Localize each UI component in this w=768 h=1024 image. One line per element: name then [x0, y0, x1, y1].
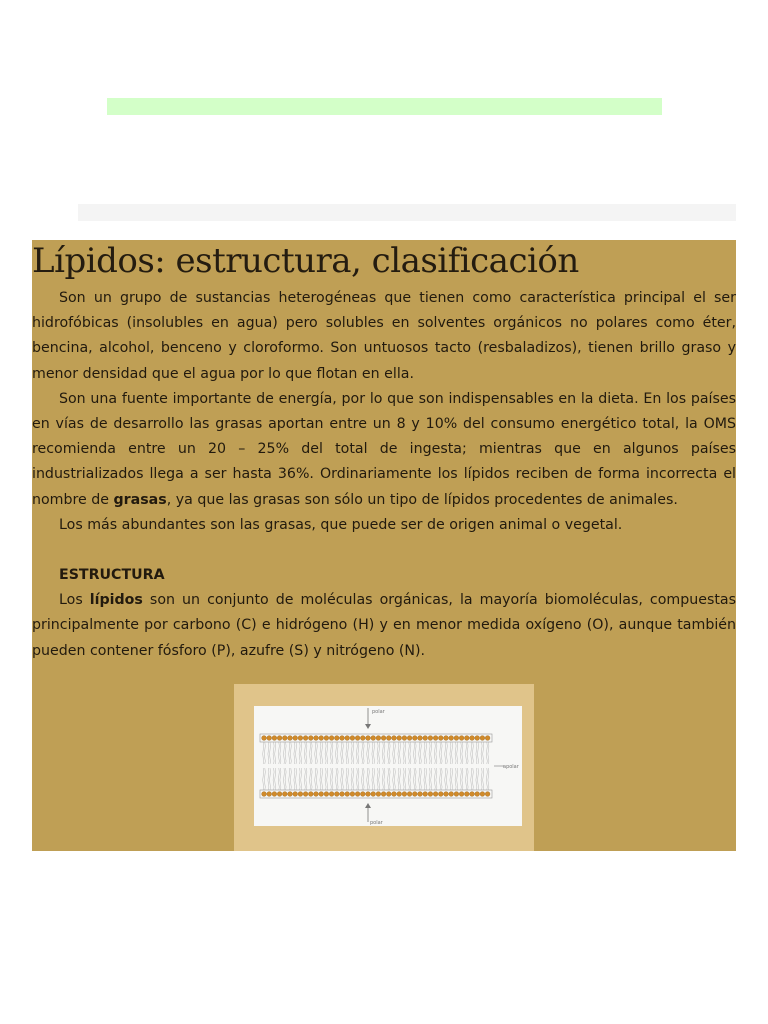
- lipid-tail: [306, 742, 307, 764]
- lipid-tail: [445, 742, 446, 764]
- lipid-head: [267, 792, 272, 797]
- lipid-tail: [410, 742, 411, 764]
- lipid-head: [329, 792, 334, 797]
- gray-band: [78, 204, 736, 221]
- lipid-head: [267, 736, 272, 741]
- lipid-tail: [325, 742, 326, 764]
- lipid-head: [350, 736, 355, 741]
- paragraph-4-end: son un conjunto de moléculas orgánicas, la mayoría biomoléculas, compuestas principalmente por carbono (C) e hidrógeno (H) y en menor medida oxígeno (O), aunque también pueden contener fósforo (P), azufre (S) y nitrógeno (N).: [32, 592, 736, 659]
- lipid-tail: [389, 768, 390, 790]
- paragraph-2-bold: grasas: [113, 491, 167, 508]
- lipid-tail: [310, 768, 311, 790]
- lipid-head: [329, 736, 334, 741]
- lipid-tail: [332, 768, 333, 790]
- lipid-tail: [337, 768, 338, 790]
- lipid-head: [324, 792, 329, 797]
- lipid-tail: [478, 742, 479, 764]
- lipid-head: [376, 736, 381, 741]
- lipid-head: [314, 792, 319, 797]
- lipid-tail: [353, 742, 354, 764]
- lipid-tail: [374, 742, 375, 764]
- content-panel: [32, 240, 736, 851]
- polar-heads-top: [262, 736, 490, 741]
- lipid-tail: [426, 742, 427, 764]
- lipid-tail: [455, 768, 456, 790]
- lipid-tail: [420, 742, 421, 764]
- lipid-tail: [290, 742, 291, 764]
- lipid-tail: [440, 768, 441, 790]
- lipid-tail: [275, 742, 276, 764]
- lipid-tail: [467, 742, 468, 764]
- lipid-tail: [368, 742, 369, 764]
- lipid-head: [308, 736, 313, 741]
- lipid-tail: [462, 742, 463, 764]
- lipid-tail: [377, 768, 378, 790]
- lipid-tail: [400, 768, 401, 790]
- lipid-tail: [275, 768, 276, 790]
- lipid-head: [386, 736, 391, 741]
- lipid-tail: [290, 768, 291, 790]
- lipid-tail: [434, 768, 435, 790]
- lipid-head: [464, 736, 469, 741]
- lipid-head: [485, 792, 490, 797]
- lipid-tail: [263, 768, 264, 790]
- lipid-tail: [384, 768, 385, 790]
- lipid-tail: [450, 768, 451, 790]
- lipid-tail: [424, 768, 425, 790]
- lipid-tail: [455, 742, 456, 764]
- lipid-tail: [405, 742, 406, 764]
- lipid-tail: [311, 742, 312, 764]
- lipid-tail: [356, 768, 357, 790]
- lipid-head: [402, 792, 407, 797]
- lipid-head: [355, 792, 360, 797]
- lipid-bilayer-figure: [234, 684, 534, 851]
- lipid-tail: [342, 768, 343, 790]
- lipid-tail: [393, 768, 394, 790]
- lipid-tail: [311, 768, 312, 790]
- lipid-head: [470, 792, 475, 797]
- lipid-tail: [325, 768, 326, 790]
- lipid-head: [454, 736, 459, 741]
- lipid-tail: [280, 768, 281, 790]
- lipid-tail: [420, 768, 421, 790]
- lipid-tail: [450, 742, 451, 764]
- lipid-tail: [304, 742, 305, 764]
- lipid-head: [340, 736, 345, 741]
- lipid-tail: [483, 742, 484, 764]
- lipid-tail: [362, 768, 363, 790]
- lipid-tail: [486, 768, 487, 790]
- lipid-tail: [306, 768, 307, 790]
- lipid-tail: [460, 742, 461, 764]
- lipid-head: [334, 736, 339, 741]
- lipid-head: [386, 792, 391, 797]
- lipid-head: [397, 792, 402, 797]
- lipid-tail: [342, 742, 343, 764]
- lipid-tail: [363, 768, 364, 790]
- lipid-tail: [353, 768, 354, 790]
- lipid-tail: [410, 768, 411, 790]
- paragraph-4-start: Los: [59, 592, 90, 609]
- lipid-head: [480, 792, 485, 797]
- lipid-tail: [486, 742, 487, 764]
- lipid-tail: [379, 742, 380, 764]
- lipid-tail: [356, 742, 357, 764]
- lipid-tail: [316, 742, 317, 764]
- lipid-tail: [273, 742, 274, 764]
- lipid-tail: [296, 768, 297, 790]
- lipid-head: [433, 736, 438, 741]
- lipid-tail: [389, 742, 390, 764]
- lipid-tail: [273, 768, 274, 790]
- lipid-tail: [414, 768, 415, 790]
- lipid-tail: [322, 742, 323, 764]
- lipid-tail: [301, 742, 302, 764]
- lipid-tail: [388, 768, 389, 790]
- lipid-tail: [367, 768, 368, 790]
- lipid-tail: [315, 768, 316, 790]
- lipid-head: [438, 792, 443, 797]
- lipid-tail: [466, 768, 467, 790]
- lipid-tail: [348, 768, 349, 790]
- label-top: polar: [372, 709, 385, 715]
- lipid-tail: [382, 768, 383, 790]
- lipid-tail: [405, 768, 406, 790]
- paragraph-4-bold: lípidos: [89, 592, 143, 609]
- lipid-tail: [393, 742, 394, 764]
- lipid-tail: [351, 768, 352, 790]
- lipid-tail: [284, 768, 285, 790]
- lipid-head: [298, 792, 303, 797]
- lipid-tail: [379, 768, 380, 790]
- lipid-tail: [336, 742, 337, 764]
- lipid-head: [366, 792, 371, 797]
- lipid-tail: [285, 742, 286, 764]
- lipid-tail: [481, 768, 482, 790]
- lipid-tail: [476, 768, 477, 790]
- lipid-tail: [419, 768, 420, 790]
- lipid-tail: [289, 742, 290, 764]
- lipid-head: [262, 792, 267, 797]
- lipid-head: [371, 736, 376, 741]
- lipid-head: [371, 792, 376, 797]
- lipid-head: [262, 736, 267, 741]
- lipid-tail: [363, 742, 364, 764]
- paragraph-2: [32, 387, 736, 513]
- lipid-tail: [408, 768, 409, 790]
- lipid-head: [277, 792, 282, 797]
- lipid-tail: [280, 742, 281, 764]
- lipid-tail: [419, 742, 420, 764]
- lipid-head: [464, 792, 469, 797]
- lipid-tail: [346, 768, 347, 790]
- lipid-tail: [483, 768, 484, 790]
- lipid-tail: [460, 768, 461, 790]
- lipid-head: [423, 736, 428, 741]
- lipid-tail: [368, 768, 369, 790]
- paragraph-3: Los más abundantes son las grasas, que puede ser de origen animal o vegetal.: [59, 516, 623, 533]
- polar-heads-bottom: [262, 792, 490, 797]
- lipid-tail: [436, 768, 437, 790]
- paragraph-2-end: , ya que las grasas son sólo un tipo de lípidos procedentes de animales.: [166, 491, 678, 508]
- lipid-head: [314, 736, 319, 741]
- lipid-tail: [440, 742, 441, 764]
- lipid-head: [345, 736, 350, 741]
- lipid-tail: [467, 768, 468, 790]
- lipid-tail: [264, 768, 265, 790]
- lipid-tail: [431, 768, 432, 790]
- lipid-tail: [278, 768, 279, 790]
- lipid-tail: [322, 768, 323, 790]
- lipid-head: [407, 736, 412, 741]
- lipid-head: [444, 792, 449, 797]
- lipid-head: [293, 736, 298, 741]
- lipid-tail: [377, 742, 378, 764]
- lipid-tail: [481, 742, 482, 764]
- lipid-tail: [414, 742, 415, 764]
- lipid-tail: [315, 742, 316, 764]
- lipid-tail: [327, 768, 328, 790]
- lipid-tail: [299, 768, 300, 790]
- lipid-head: [293, 792, 298, 797]
- hydrophobic-tails: [263, 742, 489, 790]
- lipid-head: [449, 736, 454, 741]
- lipid-tail: [441, 742, 442, 764]
- lipid-tail: [337, 742, 338, 764]
- lipid-tail: [426, 768, 427, 790]
- lipid-head: [475, 792, 480, 797]
- body-text: [32, 286, 736, 664]
- lipid-tail: [398, 742, 399, 764]
- lipid-tail: [294, 742, 295, 764]
- lipid-tail: [358, 742, 359, 764]
- lipid-tail: [270, 768, 271, 790]
- lipid-tail: [268, 768, 269, 790]
- lipid-tail: [284, 742, 285, 764]
- lipid-head: [480, 736, 485, 741]
- lipid-head: [397, 736, 402, 741]
- lipid-head: [282, 792, 287, 797]
- lipid-tail: [341, 742, 342, 764]
- lipid-tail: [403, 742, 404, 764]
- lipid-head: [366, 736, 371, 741]
- lipid-tail: [310, 742, 311, 764]
- lipid-tail: [304, 768, 305, 790]
- lipid-tail: [471, 768, 472, 790]
- lipid-head: [288, 792, 293, 797]
- lipid-head: [412, 736, 417, 741]
- lipid-tail: [330, 742, 331, 764]
- lipid-head: [376, 792, 381, 797]
- lipid-tail: [330, 768, 331, 790]
- lipid-tail: [372, 742, 373, 764]
- label-right: apolar: [503, 764, 519, 770]
- lipid-tail: [301, 768, 302, 790]
- section-heading: ESTRUCTURA: [59, 567, 165, 584]
- lipid-head: [319, 736, 324, 741]
- lipid-tail: [289, 768, 290, 790]
- lipid-tail: [446, 768, 447, 790]
- lipid-tail: [431, 742, 432, 764]
- lipid-tail: [429, 742, 430, 764]
- lipid-tail: [388, 742, 389, 764]
- lipid-tail: [320, 742, 321, 764]
- lipid-head: [412, 792, 417, 797]
- lipid-head: [418, 792, 423, 797]
- lipid-tail: [424, 742, 425, 764]
- lipid-head: [345, 792, 350, 797]
- lipid-head: [319, 792, 324, 797]
- lipid-tail: [476, 742, 477, 764]
- lipid-tail: [382, 742, 383, 764]
- lipid-tail: [346, 742, 347, 764]
- lipid-head: [418, 736, 423, 741]
- lipid-tail: [332, 742, 333, 764]
- lipid-head: [381, 736, 386, 741]
- lipid-tail: [362, 742, 363, 764]
- lipid-head: [360, 736, 365, 741]
- lipid-tail: [367, 742, 368, 764]
- lipid-tail: [394, 742, 395, 764]
- lipid-tail: [294, 768, 295, 790]
- lipid-head: [360, 792, 365, 797]
- lipid-tail: [336, 768, 337, 790]
- lipid-tail: [320, 768, 321, 790]
- lipid-tail: [316, 768, 317, 790]
- lipid-head: [428, 736, 433, 741]
- lipid-tail: [466, 742, 467, 764]
- lipid-head: [423, 792, 428, 797]
- lipid-head: [340, 792, 345, 797]
- lipid-head: [288, 736, 293, 741]
- lipid-tail: [408, 742, 409, 764]
- lipid-tail: [400, 742, 401, 764]
- lipid-tail: [264, 742, 265, 764]
- lipid-head: [402, 736, 407, 741]
- lipid-tail: [462, 768, 463, 790]
- lipid-tail: [445, 768, 446, 790]
- lipid-tail: [457, 768, 458, 790]
- lipid-tail: [263, 742, 264, 764]
- lipid-tail: [341, 768, 342, 790]
- lipid-head: [272, 736, 277, 741]
- highlight-bar: [107, 98, 662, 115]
- lipid-tail: [372, 768, 373, 790]
- lipid-head: [438, 736, 443, 741]
- paragraph-4: [32, 588, 736, 664]
- lipid-head: [449, 792, 454, 797]
- lipid-tail: [296, 742, 297, 764]
- lipid-tail: [278, 742, 279, 764]
- lipid-head: [277, 736, 282, 741]
- lipid-tail: [429, 768, 430, 790]
- lipid-head: [407, 792, 412, 797]
- lipid-tail: [488, 768, 489, 790]
- lipid-head: [433, 792, 438, 797]
- lipid-tail: [403, 768, 404, 790]
- lipid-tail: [446, 742, 447, 764]
- lipid-tail: [488, 742, 489, 764]
- lipid-tail: [394, 768, 395, 790]
- lipid-tail: [358, 768, 359, 790]
- paragraph-1: Son un grupo de sustancias heterogéneas que tienen como característica principal el ser hidrofóbicas (insolubles en agua) pero solubles en solventes orgánicos no polares como éter, bencina, alcohol, benceno y cloroformo. Son untuosos tacto (resbaladizos), tienen brillo graso y menor densidad que el agua por lo que flotan en ella.: [32, 290, 736, 382]
- lipid-head: [282, 736, 287, 741]
- lipid-head: [459, 736, 464, 741]
- lipid-tail: [268, 742, 269, 764]
- lipid-head: [350, 792, 355, 797]
- lipid-head: [392, 792, 397, 797]
- lipid-tail: [374, 768, 375, 790]
- lipid-head: [324, 736, 329, 741]
- lipid-tail: [452, 742, 453, 764]
- lipid-tail: [452, 768, 453, 790]
- lipid-head: [303, 736, 308, 741]
- lipid-head: [298, 736, 303, 741]
- lipid-head: [428, 792, 433, 797]
- lipid-head: [272, 792, 277, 797]
- lipid-tail: [436, 742, 437, 764]
- lipid-head: [303, 792, 308, 797]
- lipid-tail: [472, 742, 473, 764]
- lipid-tail: [457, 742, 458, 764]
- lipid-tail: [270, 742, 271, 764]
- lipid-tail: [398, 768, 399, 790]
- lipid-tail: [478, 768, 479, 790]
- lipid-tail: [327, 742, 328, 764]
- lipid-head: [355, 736, 360, 741]
- page-title: Lípidos: estructura, clasificación: [32, 241, 579, 281]
- lipid-tail: [471, 742, 472, 764]
- lipid-tail: [299, 742, 300, 764]
- lipid-tail: [415, 742, 416, 764]
- paragraph-2-start: Son una fuente importante de energía, por lo que son indispensables en la dieta. En los países en vías de desarrollo las grasas aportan entre un 8 y 10% del consumo energético total, la OMS recomienda entre un 20 – 25% del total de ingesta; mientras que en algunos países industrializados llega a ser hasta 36%. Ordinariamente los lípidos reciben de forma incorrecta el nombre de: [32, 390, 736, 508]
- lipid-tail: [348, 742, 349, 764]
- lipid-head: [381, 792, 386, 797]
- lipid-head: [485, 736, 490, 741]
- lipid-head: [444, 736, 449, 741]
- lipid-tail: [285, 768, 286, 790]
- lipid-tail: [351, 742, 352, 764]
- lipid-head: [308, 792, 313, 797]
- lipid-head: [392, 736, 397, 741]
- label-bottom: polar: [370, 820, 383, 826]
- lipid-tail: [441, 768, 442, 790]
- figure-image: [254, 706, 522, 826]
- lipid-tail: [415, 768, 416, 790]
- lipid-head: [470, 736, 475, 741]
- lipid-head: [459, 792, 464, 797]
- lipid-tail: [472, 768, 473, 790]
- lipid-head: [334, 792, 339, 797]
- lipid-tail: [434, 742, 435, 764]
- lipid-tail: [384, 742, 385, 764]
- bilayer-diagram: [254, 706, 522, 826]
- lipid-head: [454, 792, 459, 797]
- lipid-head: [475, 736, 480, 741]
